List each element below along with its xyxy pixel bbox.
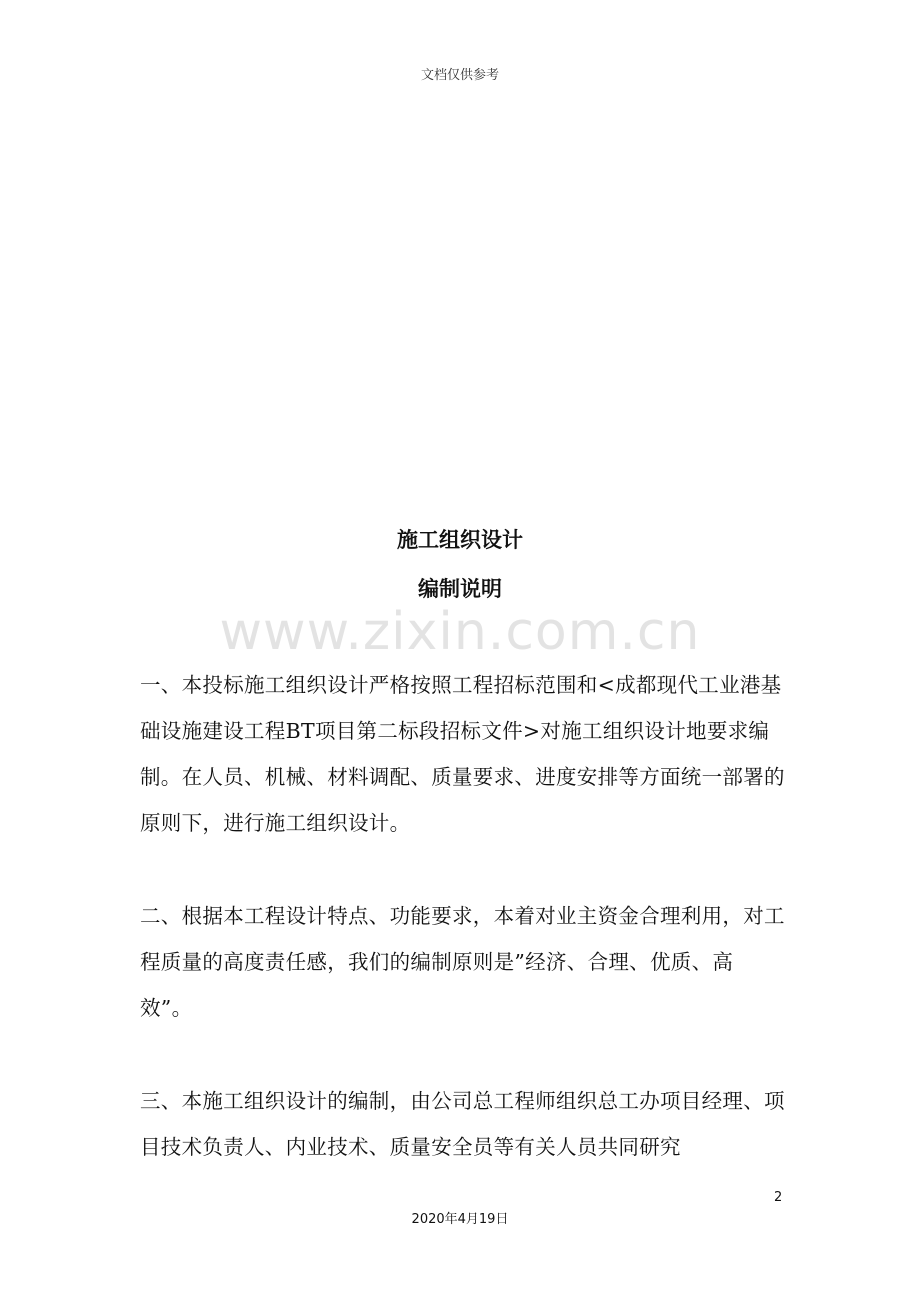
- paragraph-3: 三、本施工组织设计的编制，由公司总工程师组织总工办项目经理、项目技术负责人、内业技术、质量安全员等有关人员共同研究: [140, 1089, 785, 1159]
- page-header: 文档仅供参考: [420, 68, 499, 83]
- footer-date: 2020年4月19日: [411, 1212, 509, 1227]
- page-number: 2: [774, 1190, 783, 1205]
- paragraph-2: 二、根据本工程设计特点、功能要求，本着对业主资金合理利用，对工程质量的高度责任感，我们的编制原则是”经济、合理、优质、高效”。: [140, 904, 785, 1020]
- document-title: 施工组织设计: [397, 528, 523, 552]
- watermark: www.zixin.com.cn: [219, 602, 701, 662]
- paragraph-1: 一、本投标施工组织设计严格按照工程招标范围和<成都现代工业港基础设施建设工程BT项目第二标段招标文件>对施工组织设计地要求编制。在人员、机械、材料调配、质量要求、进度安排等方面统一部署的原则下，进行施工组织设计。: [140, 673, 785, 835]
- section-title: 编制说明: [418, 577, 502, 601]
